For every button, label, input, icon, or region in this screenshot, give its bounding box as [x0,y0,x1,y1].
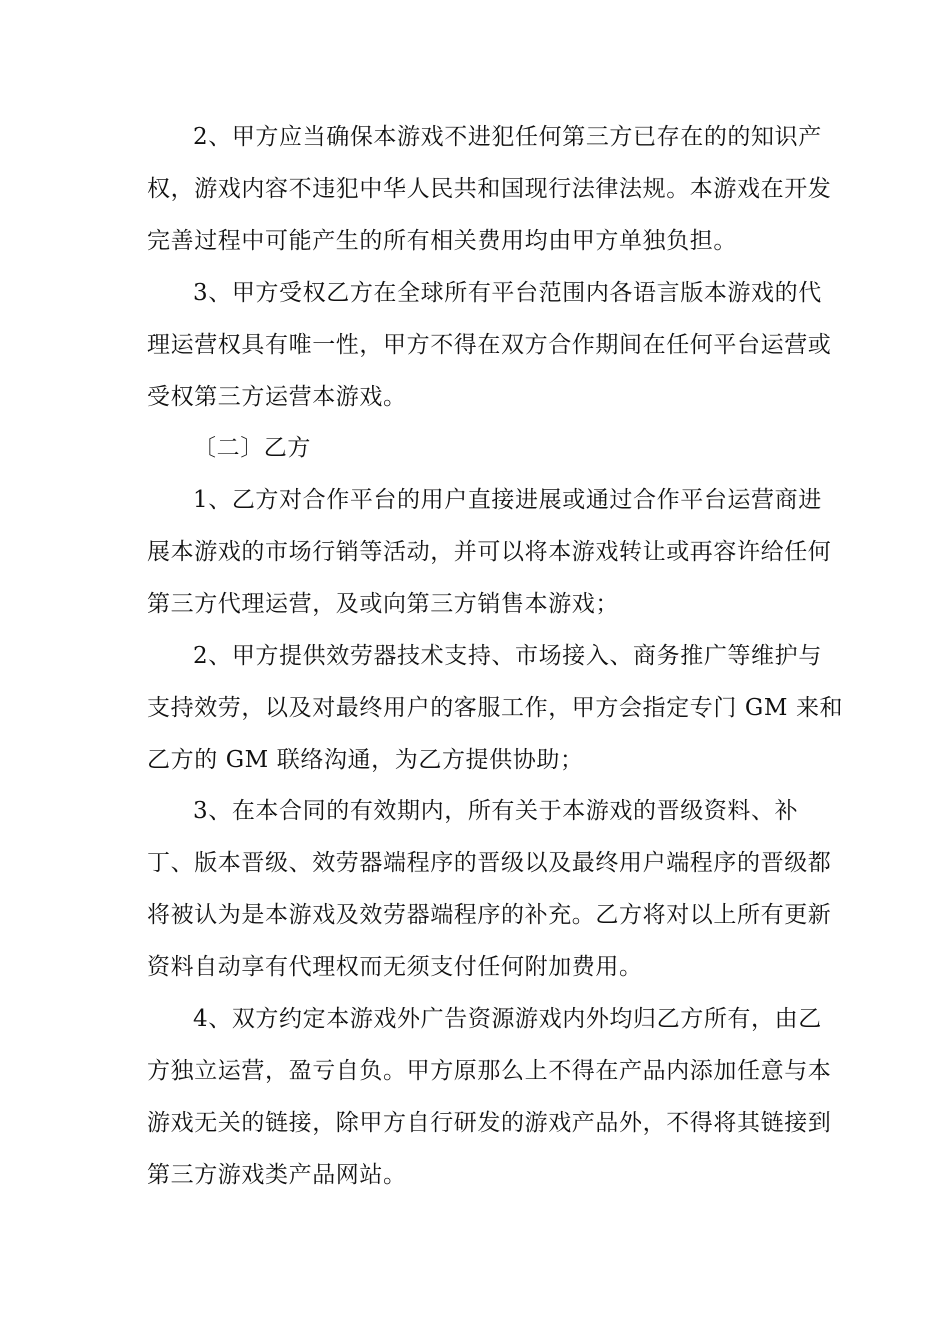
text-line: 理运营权具有唯一性，甲方不得在双方合作期间在任何平台运营或 [147,332,832,358]
text-line: 支持效劳，以及对最终用户的客服工作，甲方会指定专门 GM 来和 [147,695,844,721]
text-line: 乙方的 GM 联络沟通，为乙方提供协助； [147,747,584,773]
text-line: 3、在本合同的有效期内，所有关于本游戏的晋级资料、补 [193,798,799,824]
text-line: 第三方游戏类产品网站。 [147,1162,407,1188]
text-line: 2、甲方提供效劳器技术支持、市场接入、商务推广等维护与 [193,643,822,669]
text-line: 3、甲方受权乙方在全球所有平台范围内各语言版本游戏的代 [193,280,822,306]
text-line: 游戏无关的链接，除甲方自行研发的游戏产品外，不得将其链接到 [147,1110,832,1136]
text-line: 权，游戏内容不违犯中华人民共和国现行法律法规。本游戏在开发 [147,176,832,202]
text-line: 完善过程中可能产生的所有相关费用均由甲方单独负担。 [147,228,737,254]
text-line: 展本游戏的市场行销等活动，并可以将本游戏转让或再容许给任何 [147,539,832,565]
text-line: 资料自动享有代理权而无须支付任何附加费用。 [147,954,643,980]
text-line: 受权第三方运营本游戏。 [147,384,407,410]
section-heading: 〔二〕乙方 [193,435,311,461]
text-line: 第三方代理运营，及或向第三方销售本游戏； [147,591,619,617]
text-line: 丁、版本晋级、效劳器端程序的晋级以及最终用户端程序的晋级都 [147,850,832,876]
text-line: 将被认为是本游戏及效劳器端程序的补充。乙方将对以上所有更新 [147,902,832,928]
text-line: 4、双方约定本游戏外广告资源游戏内外均归乙方所有，由乙 [193,1006,822,1032]
text-line: 1、乙方对合作平台的用户直接进展或通过合作平台运营商进 [193,487,822,513]
text-line: 方独立运营，盈亏自负。甲方原那么上不得在产品内添加任意与本 [147,1058,832,1084]
text-line: 2、甲方应当确保本游戏不进犯任何第三方已存在的的知识产 [193,124,822,150]
